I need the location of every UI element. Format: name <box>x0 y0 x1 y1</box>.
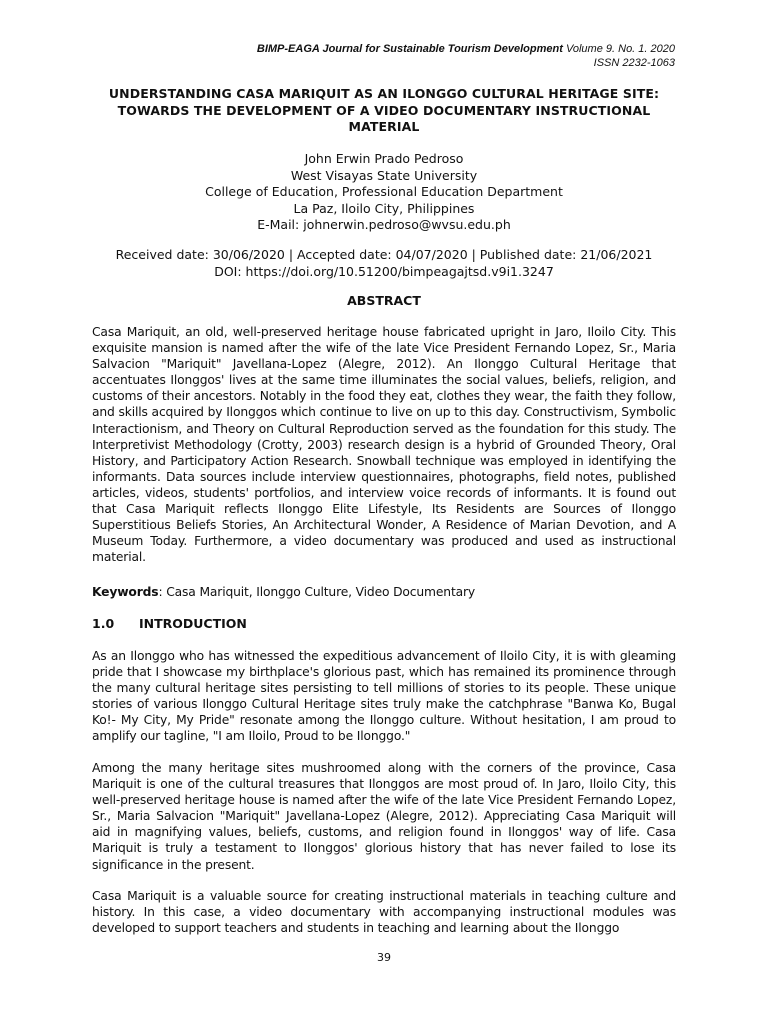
author-block <box>92 151 676 234</box>
author-university: West Visayas State University <box>290 167 478 183</box>
title-line: MATERIAL <box>348 119 420 134</box>
abstract-heading: ABSTRACT <box>347 293 421 308</box>
keywords-label: Keywords <box>92 585 159 599</box>
journal-name: BIMP-EAGA Journal for Sustainable Tourism Development <box>256 43 563 55</box>
introduction-heading <box>92 616 247 632</box>
journal-header <box>257 42 675 70</box>
author-name: John Erwin Prado Pedroso <box>304 151 464 166</box>
author-college: College of Education, Professional Education Department <box>205 184 563 199</box>
title-line: UNDERSTANDING CASA MARIQUIT AS AN ILONGGO CULTURAL HERITAGE SITE: <box>108 86 660 101</box>
introduction-paragraph: Casa Mariquit is a valuable source for creating instructional materials in teaching culture and history. In this case, a video documentary with accompanying instructional modules was developed to support teachers and students in teaching and learning about the Ilonggo <box>92 889 676 936</box>
keywords-text: : Casa Mariquit, Ilonggo Culture, Video Documentary <box>158 585 476 599</box>
section-number: 1.0 <box>92 616 115 631</box>
keywords <box>92 584 676 600</box>
paper-title <box>92 86 676 136</box>
publication-dates <box>92 247 676 280</box>
page-number: 39 <box>377 951 391 964</box>
title-line: TOWARDS THE DEVELOPMENT OF A VIDEO DOCUMENTARY INSTRUCTIONAL <box>117 102 651 118</box>
section-title: INTRODUCTION <box>139 616 247 631</box>
author-location: La Paz, Iloilo City, Philippines <box>293 200 475 216</box>
abstract-body: Casa Mariquit, an old, well-preserved heritage house fabricated upright in Jaro, Iloilo City. This exquisite mansion is named after the wife of the late Vice President Fernando Lopez, Sr., Maria Salvacion "Mariquit" Javellana-Lopez (Alegre, 2012). An Ilonggo Cultural Heritage that accentuates Ilonggos' lives at the same time illuminates the social values, beliefs, religion, and customs of their ancestors. Notably in the food they eat, clothes they wear, the faith they follow, and skills acquired by Ilonggos which continue to live on up to this day. Constructivism, Symbolic Interactionism, and Theory on Cultural Reproduction served as the foundation for this study. The Interpretivist Methodology (Crotty, 2003) research design is a hybrid of Grounded Theory, Oral History, and Participatory Action Research. Snowball technique was employed in identifying the informants. Data sources include interview questionnaires, photographs, field notes, published articles, videos, students' portfolios, and interview voice records of informants. It is found out that Casa Mariquit reflects Ilonggo Elite Lifestyle, Its Residents are Sources of Ilonggo Superstitious Beliefs Stories, An Architectural Wonder, A Residence of Marian Devotion, and A Museum Today. Furthermore, a video documentary was produced and used as instructional material. <box>92 325 676 565</box>
dates-line: Received date: 30/06/2020 | Accepted date: 04/07/2020 | Published date: 21/06/2021 <box>115 247 653 262</box>
journal-citation-line <box>257 42 675 56</box>
introduction-paragraph: As an Ilonggo who has witnessed the expeditious advancement of Iloilo City, it is with gleaming pride that I showcase my birthplace's glorious past, which has remained its prominence through the many cultural heritage sites persisting to tell millions of stories to its people. These unique stories of various Ilonggo Cultural Heritage sites truly make the catchphrase "Banwa Ko, Bugal Ko!- My City, My Pride" resonate among the Ilonggo culture. Without hesitation, I am proud to amplify our tagline, "I am Iloilo, Proud to be Ilonggo." <box>92 649 676 744</box>
author-email: E-Mail: johnerwin.pedroso@wvsu.edu.ph <box>257 217 511 232</box>
journal-issn: ISSN 2232-1063 <box>593 57 675 69</box>
doi-line: DOI: https://doi.org/10.51200/bimpeagajtsd.v9i1.3247 <box>214 263 554 279</box>
introduction-paragraph: Among the many heritage sites mushroomed along with the corners of the province, Casa Mariquit is one of the cultural treasures that Ilonggos are most proud of. In Jaro, Iloilo City, this well-preserved heritage house is named after the wife of the late Vice President Fernando Lopez, Sr., Maria Salvacion "Mariquit" Javellana-Lopez (Alegre, 2012). Appreciating Casa Mariquit will aid in magnifying values, beliefs, customs, and religion found in Ilonggos' way of life. Casa Mariquit is truly a testament to Ilonggos' glorious history that has never failed to lose its significance in the present. <box>92 761 676 872</box>
journal-volume: Volume 9. No. 1. 2020 <box>562 43 675 55</box>
